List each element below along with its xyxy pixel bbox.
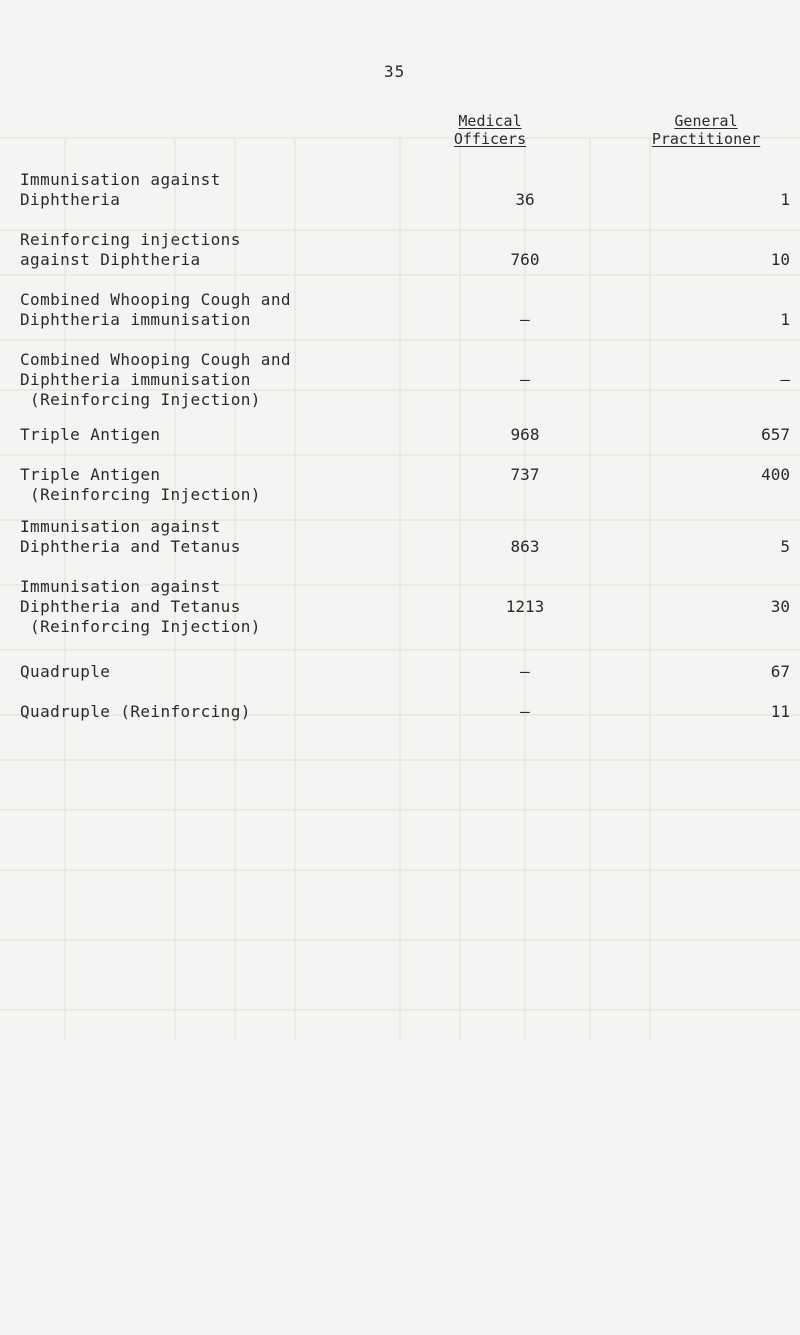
general-practitioner-value: 5 — [780, 537, 790, 556]
table-row — [20, 170, 790, 210]
page-number: 35 — [384, 62, 406, 81]
medical-officers-value: 760 — [510, 250, 540, 269]
row-label — [20, 577, 780, 637]
table-row — [20, 290, 790, 330]
medical-officers-value: 737 — [510, 465, 540, 484]
column-header-line: Practitioner — [651, 130, 761, 148]
general-practitioner-value: 11 — [770, 702, 790, 721]
row-label — [20, 465, 780, 505]
row-label — [20, 425, 780, 445]
row-label — [20, 350, 780, 410]
row-label — [20, 170, 780, 210]
row-label-line: (Reinforcing Injection) — [20, 485, 261, 504]
medical-officers-value: – — [520, 662, 530, 681]
row-label-line: Quadruple (Reinforcing) — [20, 702, 251, 721]
table-row — [20, 662, 790, 682]
column-header-medical-officers — [425, 112, 555, 148]
column-header-line: General — [674, 112, 738, 130]
medical-officers-value: 968 — [510, 425, 540, 444]
table-row — [20, 425, 790, 445]
table-row — [20, 350, 790, 410]
row-label-line: Triple Antigen — [20, 465, 161, 484]
row-label-line: Immunisation against — [20, 170, 221, 189]
row-label-line: Diphtheria immunisation — [20, 370, 251, 389]
table-row — [20, 577, 790, 637]
table-row — [20, 465, 790, 505]
medical-officers-value: – — [520, 310, 530, 329]
row-label — [20, 662, 780, 682]
table-row — [20, 517, 790, 557]
general-practitioner-value: 67 — [770, 662, 790, 681]
row-label — [20, 517, 780, 557]
row-label-line: Quadruple — [20, 662, 111, 681]
row-label-line: Immunisation against — [20, 517, 221, 536]
row-label — [20, 702, 780, 722]
general-practitioner-value: 400 — [761, 465, 790, 484]
medical-officers-value: 1213 — [505, 597, 545, 616]
general-practitioner-value: 1 — [780, 310, 790, 329]
row-label-line: Combined Whooping Cough and — [20, 350, 291, 369]
row-label-line: Diphtheria immunisation — [20, 310, 251, 329]
table-row — [20, 702, 790, 722]
row-label-line: Combined Whooping Cough and — [20, 290, 291, 309]
column-header-line: Medical — [458, 112, 522, 130]
general-practitioner-value: 1 — [780, 190, 790, 209]
row-label-line: Diphtheria and Tetanus — [20, 597, 241, 616]
column-header-line: Officers — [453, 130, 527, 148]
general-practitioner-value: 10 — [770, 250, 790, 269]
row-label-line: Immunisation against — [20, 577, 221, 596]
general-practitioner-value: 657 — [761, 425, 790, 444]
row-label-line: (Reinforcing Injection) — [20, 390, 261, 409]
row-label-line: (Reinforcing Injection) — [20, 617, 261, 636]
medical-officers-value: 863 — [510, 537, 540, 556]
table-row — [20, 230, 790, 270]
general-practitioner-value: 30 — [770, 597, 790, 616]
medical-officers-value: – — [520, 702, 530, 721]
general-practitioner-value: – — [780, 370, 790, 389]
row-label — [20, 230, 780, 270]
row-label-line: Diphtheria and Tetanus — [20, 537, 241, 556]
row-label-line: Triple Antigen — [20, 425, 161, 444]
medical-officers-value: – — [520, 370, 530, 389]
medical-officers-value: 36 — [515, 190, 535, 209]
row-label-line: against Diphtheria — [20, 250, 201, 269]
row-label — [20, 290, 780, 330]
row-label-line: Reinforcing injections — [20, 230, 241, 249]
column-header-general-practitioner — [620, 112, 792, 148]
row-label-line: Diphtheria — [20, 190, 121, 209]
